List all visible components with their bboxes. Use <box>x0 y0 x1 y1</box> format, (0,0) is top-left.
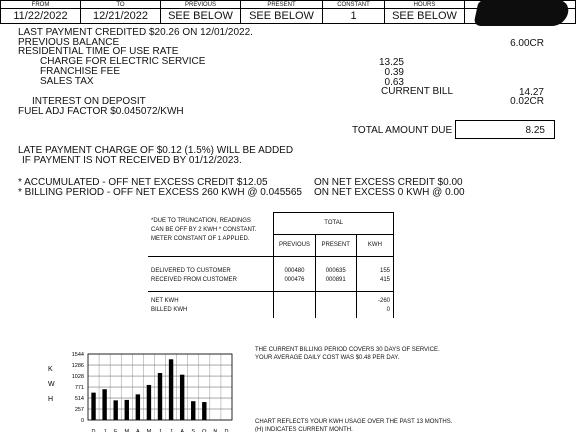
x-tick-label: J <box>103 429 106 432</box>
net-row-empty-previous <box>274 292 315 318</box>
x-tick-label: D <box>224 429 229 432</box>
interest-value: 0.02CR <box>510 96 544 107</box>
billed-kwh-label: BILLED KWH <box>151 307 188 313</box>
col-previous-header: PREVIOUS <box>274 235 315 257</box>
redaction-mark <box>473 0 571 26</box>
col-kwh-header: KWH <box>356 235 393 257</box>
header-previous-value: SEE BELOW <box>161 9 241 24</box>
meter-row-previous <box>274 257 315 292</box>
kwh-reading-table <box>148 212 394 318</box>
bar <box>202 402 206 420</box>
late-charge-line-1: LATE PAYMENT CHARGE OF $0.12 (1.5%) WILL BE ADDED <box>18 145 294 156</box>
charge-label-sales-tax: SALES TAX <box>40 76 94 87</box>
total-due-value: 8.25 <box>525 125 545 136</box>
header-hours-value: SEE BELOW <box>385 9 465 24</box>
col-present-header: PRESENT <box>315 235 356 257</box>
y-tick-label: 1028 <box>71 374 84 381</box>
previous-balance-label: PREVIOUS BALANCE <box>18 37 120 48</box>
bar <box>158 373 162 420</box>
charge-value-sales-tax: 0.63 <box>384 77 404 88</box>
charge-value-electric: 13.25 <box>378 57 404 68</box>
x-tick-label: S <box>191 429 196 432</box>
header-to-value: 12/21/2022 <box>81 9 161 24</box>
net-kwh-label: NET KWH <box>151 298 179 304</box>
table-row <box>148 257 394 292</box>
last-payment-line: LAST PAYMENT CREDITED $20.26 ON 12/01/2022. <box>18 27 253 38</box>
net-row-values <box>356 292 393 318</box>
charge-label-electric: CHARGE FOR ELECTRIC SERVICE <box>40 56 206 67</box>
net-kwh-value: -260 <box>377 298 390 304</box>
total-due-label: TOTAL AMOUNT DUE <box>352 125 453 136</box>
fuel-adj-line: FUEL ADJ FACTOR $0.045072/KWH <box>18 106 184 117</box>
delivered-present: 000635 <box>325 268 346 274</box>
header-constant-value: 1 <box>323 9 385 24</box>
x-tick-label: O <box>202 429 207 432</box>
charge-label-franchise: FRANCHISE FEE <box>40 66 121 77</box>
truncation-note-line-2: CAN BE OFF BY 2 KWH * CONSTANT. <box>151 226 257 233</box>
on-net-credit-line: ON NET EXCESS CREDIT $0.00 <box>314 177 463 188</box>
meter-row-labels <box>148 257 274 292</box>
charge-value-franchise: 0.39 <box>384 67 404 78</box>
y-tick-label: 1544 <box>71 352 84 358</box>
header-col-to: TO <box>81 1 161 9</box>
x-tick-label: D <box>91 429 96 432</box>
received-kwh: 415 <box>379 277 390 283</box>
x-tick-label: M <box>146 429 152 432</box>
header-from-value: 11/22/2022 <box>1 9 81 24</box>
billed-kwh-value: 0 <box>386 307 390 313</box>
x-tick-label: A <box>180 429 184 432</box>
chart-note-2: (H) INDICATES CURRENT MONTH. <box>255 427 353 432</box>
net-row-labels <box>148 292 274 318</box>
y-tick-label: 0 <box>80 418 84 424</box>
x-tick-label: F <box>114 429 118 432</box>
header-col-previous: PREVIOUS <box>161 1 241 9</box>
delivered-previous: 000480 <box>284 268 305 274</box>
received-present: 000891 <box>325 277 346 283</box>
truncation-note-line-3: METER CONSTANT OF 1 APPLIED. <box>151 235 250 242</box>
kwh-usage-chart <box>40 346 240 432</box>
y-tick-label: 771 <box>74 385 84 392</box>
x-tick-label: J <box>169 429 173 432</box>
y-tick-label: 514 <box>74 396 84 403</box>
truncation-note-line-1: *DUE TO TRUNCATION, READINGS <box>151 217 251 224</box>
bar <box>113 400 117 420</box>
table-row <box>148 292 394 318</box>
header-col-from: FROM <box>1 1 81 9</box>
header-present-value: SEE BELOW <box>241 9 323 24</box>
bar <box>169 359 173 420</box>
bar <box>147 385 151 420</box>
bar <box>102 389 106 420</box>
interest-label: INTEREST ON DEPOSIT <box>32 96 146 107</box>
chart-note-1: CHART REFLECTS YOUR KWH USAGE OVER THE PAST 13 MONTHS. <box>255 419 453 425</box>
current-bill-label: CURRENT BILL <box>381 86 454 97</box>
meter-row-kwh <box>356 257 393 292</box>
previous-balance-value: 6.00CR <box>510 38 544 49</box>
total-header: TOTAL <box>274 213 394 235</box>
meter-row-present <box>315 257 356 292</box>
x-tick-label: A <box>136 429 140 432</box>
header-col-hours: HOURS <box>385 1 465 9</box>
billing-period-note-2: YOUR AVERAGE DAILY COST WAS $0.48 PER DAY. <box>255 355 400 361</box>
rate-label: RESIDENTIAL TIME OF USE RATE <box>18 46 179 57</box>
y-axis-label-letter: W <box>48 381 55 388</box>
bar <box>180 375 184 420</box>
late-charge-line-2: IF PAYMENT IS NOT RECEIVED BY 01/12/2023. <box>22 155 242 166</box>
on-net-kwh-line: ON NET EXCESS 0 KWH @ 0.00 <box>314 187 465 198</box>
received-label: RECEIVED FROM CUSTOMER <box>151 277 237 283</box>
net-row-empty-present <box>315 292 356 318</box>
billing-period-note-1: THE CURRENT BILLING PERIOD COVERS 30 DAYS OF SERVICE. <box>255 347 440 353</box>
bar <box>125 400 129 420</box>
delivered-kwh: 155 <box>379 268 390 274</box>
y-axis-label-letter: H <box>48 396 54 403</box>
current-bill-value: 14.27 <box>518 87 544 98</box>
received-previous: 000476 <box>284 277 305 283</box>
bar <box>136 394 140 420</box>
truncation-note-cell <box>148 213 274 257</box>
accumulated-credit-line: * ACCUMULATED - OFF NET EXCESS CREDIT $12.05 <box>18 177 268 188</box>
bar <box>191 401 195 420</box>
x-tick-label: M <box>124 429 130 432</box>
x-tick-label: N <box>213 429 218 432</box>
x-tick-label: J <box>158 429 162 432</box>
header-col-present: PRESENT <box>241 1 323 9</box>
billing-period-excess-line: * BILLING PERIOD - OFF NET EXCESS 260 KWH @ 0.045565 <box>18 187 302 198</box>
delivered-label: DELIVERED TO CUSTOMER <box>151 268 231 274</box>
bar <box>91 393 95 420</box>
y-axis-label-letter: K <box>48 366 53 373</box>
y-tick-label: 257 <box>74 407 84 414</box>
y-tick-label: 1286 <box>71 363 84 370</box>
header-col-constant: CONSTANT <box>323 1 385 9</box>
